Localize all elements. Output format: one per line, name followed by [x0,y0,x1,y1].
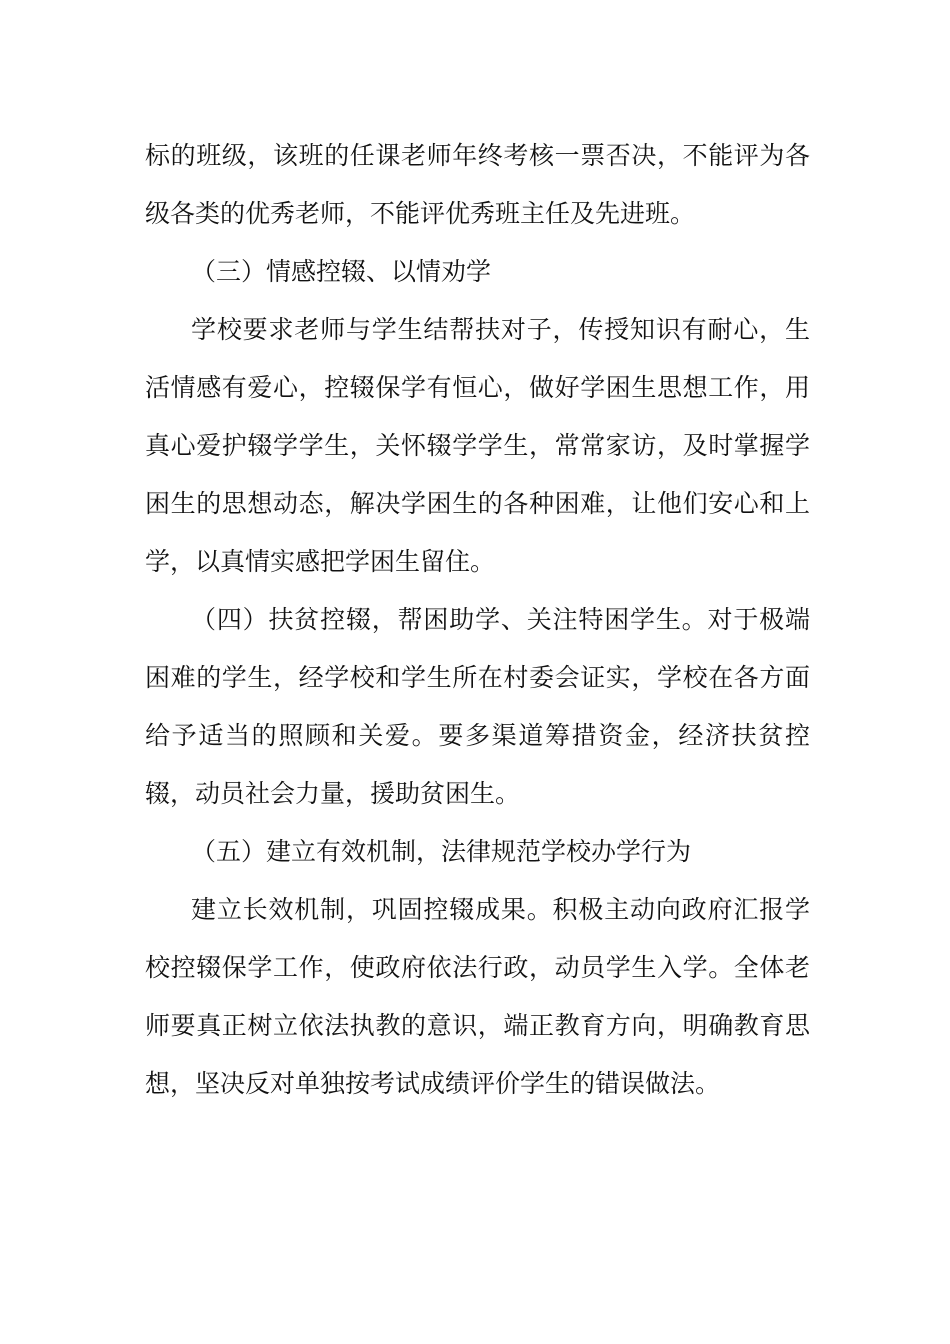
paragraph-section-three: 学校要求老师与学生结帮扶对子，传授知识有耐心，生活情感有爱心，控辍保学有恒心，做好学困生思想工作，用真心爱护辍学学生，关怀辍学学生，常常家访，及时掌握学困生的思想动态，解决学困生的各种困难，让他们安心和上学，以真情实感把学困生留住。 [145,315,810,576]
paragraph-continuation: 标的班级，该班的任课老师年终考核一票否决，不能评为各级各类的优秀老师，不能评优秀班主任及先进班。 [145,141,810,228]
section-heading-five: （五）建立有效机制，法律规范学校办学行为 [191,837,692,866]
document-body [145,127,810,1113]
section-heading-three: （三）情感控辍、以情劝学 [191,257,492,286]
paragraph-section-five: 建立长效机制，巩固控辍成果。积极主动向政府汇报学校控辍保学工作，使政府依法行政，动员学生入学。全体老师要真正树立依法执教的意识，端正教育方向，明确教育思想，坚决反对单独按考试成绩评价学生的错误做法。 [145,895,810,1098]
paragraph-section-four: （四）扶贫控辍，帮困助学、关注特困学生。对于极端困难的学生，经学校和学生所在村委会证实，学校在各方面给予适当的照顾和关爱。要多渠道筹措资金，经济扶贫控辍，动员社会力量，援助贫困生。 [145,605,810,808]
